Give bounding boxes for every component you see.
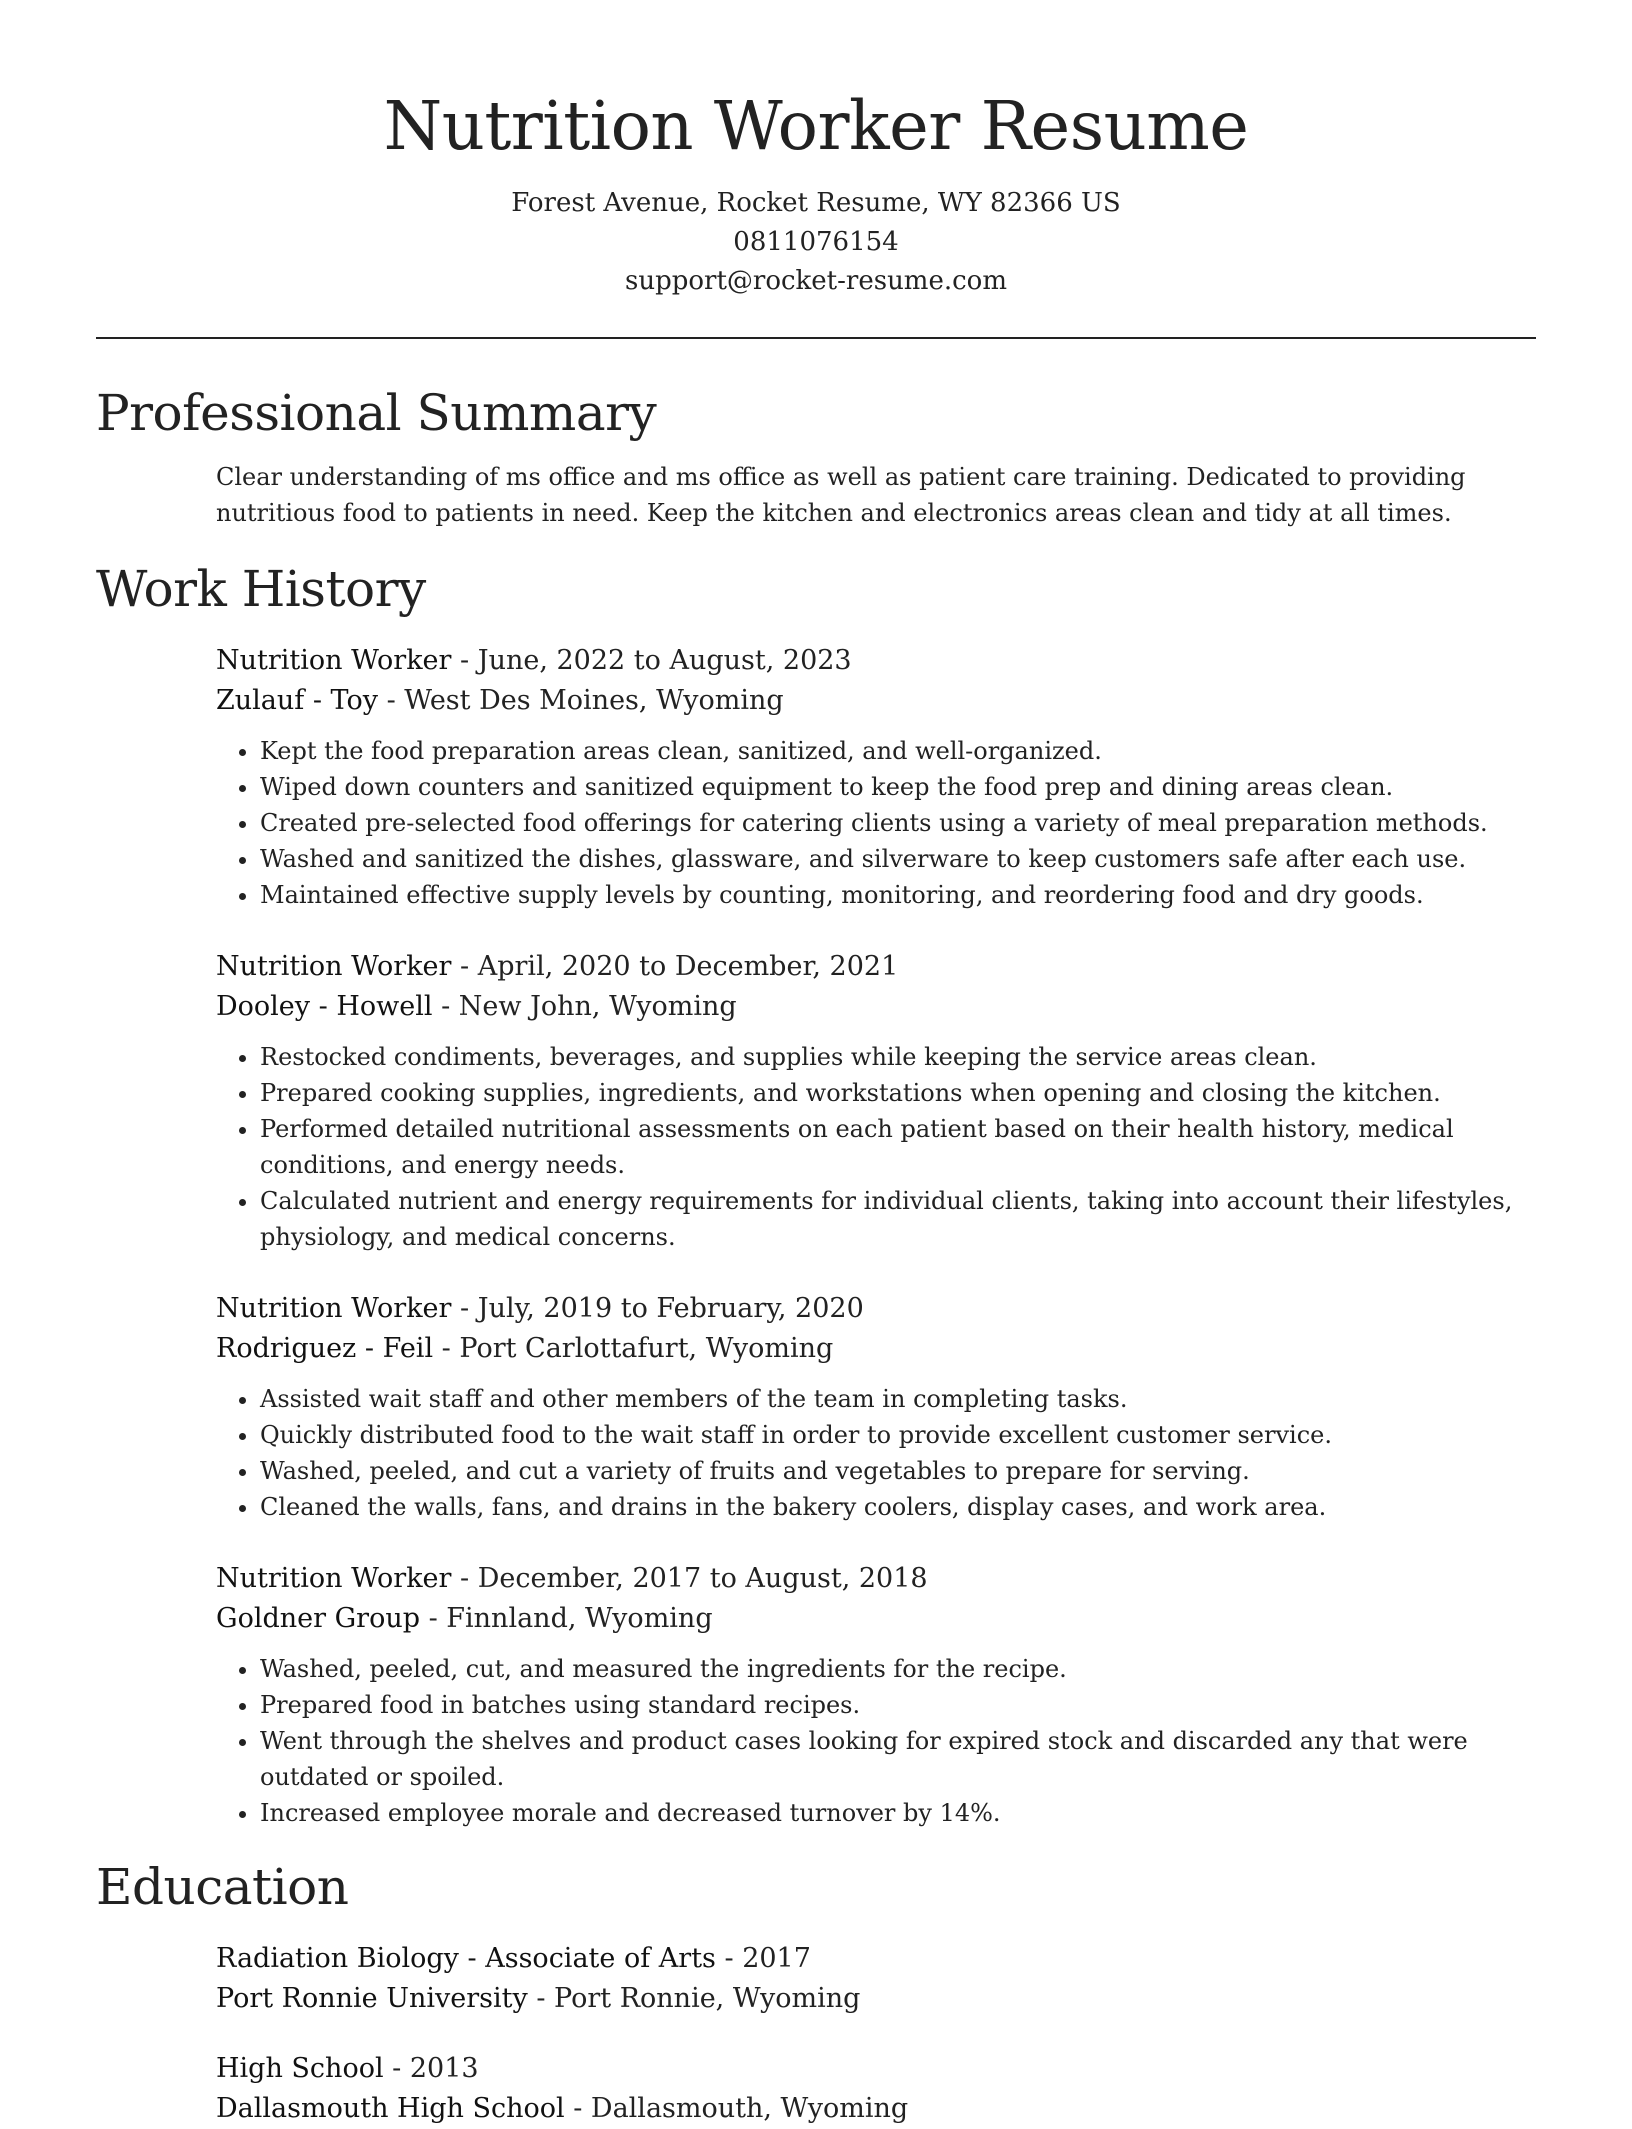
job-bullet: • Prepared cooking supplies, ingredients, and workstations when opening and closing the kitchen.	[260, 1075, 1536, 1111]
job-company: Goldner Group	[216, 1603, 421, 1634]
contact-block	[96, 184, 1536, 301]
job-entry	[216, 641, 1536, 913]
education-heading: Education	[96, 1858, 349, 1916]
job-title-line	[216, 641, 1536, 681]
job-bullet: • Cleaned the walls, fans, and drains in the bakery coolers, display cases, and work area.	[260, 1489, 1536, 1525]
job-bullet: • Washed and sanitized the dishes, glassware, and silverware to keep customers safe after each use.	[260, 841, 1536, 877]
job-entry	[216, 1289, 1536, 1525]
contact-phone: 0811076154	[733, 227, 899, 257]
contact-email: support@rocket-resume.com	[624, 266, 1007, 296]
job-bullet: • Increased employee morale and decreased turnover by 14%.	[260, 1795, 1536, 1831]
education-school-line	[216, 1979, 1536, 2019]
summary-section	[96, 459, 1536, 531]
job-location: - Finnland, Wyoming	[420, 1603, 713, 1634]
work-history-section	[96, 641, 1536, 1831]
job-dates: - June, 2022 to August, 2023	[451, 645, 852, 676]
education-degree: High School	[216, 2053, 384, 2084]
job-position: Nutrition Worker	[216, 645, 452, 676]
job-bullet: • Washed, peeled, cut, and measured the ingredients for the recipe.	[260, 1651, 1536, 1687]
job-title-line	[216, 947, 1536, 987]
summary-text: Clear understanding of ms office and ms office as well as patient care training. Dedicated to providing nutritious food to patients in need. Keep the kitchen and electronics areas clean and tidy at all times.	[216, 463, 1466, 527]
resume-header	[96, 0, 1536, 301]
work-history-heading: Work History	[96, 560, 426, 618]
education-location: - Port Ronnie, Wyoming	[527, 1983, 861, 2014]
job-entry	[216, 1559, 1536, 1831]
header-divider	[96, 337, 1536, 339]
job-position: Nutrition Worker	[216, 1563, 452, 1594]
job-location: - New John, Wyoming	[432, 991, 737, 1022]
job-bullet: • Quickly distributed food to the wait staff in order to provide excellent customer service.	[260, 1417, 1536, 1453]
job-company-line	[216, 1599, 1536, 1639]
job-bullet: • Wiped down counters and sanitized equipment to keep the food prep and dining areas clean.	[260, 769, 1536, 805]
job-company-line	[216, 681, 1536, 721]
job-bullet: • Washed, peeled, and cut a variety of fruits and vegetables to prepare for serving.	[260, 1453, 1536, 1489]
job-company: Zulauf - Toy	[216, 685, 378, 716]
job-bullets	[216, 1039, 1536, 1255]
job-position: Nutrition Worker	[216, 1293, 452, 1324]
job-bullet: • Prepared food in batches using standard recipes.	[260, 1687, 1536, 1723]
education-school: Port Ronnie University	[216, 1983, 528, 2014]
job-entry	[216, 947, 1536, 1255]
resume-title: Nutrition Worker Resume	[383, 87, 1249, 165]
summary-heading: Professional Summary	[96, 384, 657, 442]
job-bullet: • Restocked condiments, beverages, and supplies while keeping the service areas clean.	[260, 1039, 1536, 1075]
job-dates: - July, 2019 to February, 2020	[451, 1293, 864, 1324]
job-dates: - December, 2017 to August, 2018	[451, 1563, 928, 1594]
education-school: Dallasmouth High School	[216, 2093, 565, 2124]
job-bullet: • Created pre-selected food offerings for catering clients using a variety of meal preparation methods.	[260, 805, 1536, 841]
education-year: - 2017	[715, 1943, 811, 1974]
job-bullets	[216, 1381, 1536, 1525]
education-degree-line	[216, 2049, 1536, 2089]
job-title-line	[216, 1559, 1536, 1599]
job-title-line	[216, 1289, 1536, 1329]
job-company: Rodriguez - Feil	[216, 1333, 434, 1364]
job-location: - West Des Moines, Wyoming	[377, 685, 784, 716]
job-bullet: • Performed detailed nutritional assessments on each patient based on their health history, medical conditions, and energy needs.	[260, 1111, 1536, 1183]
job-location: - Port Carlottafurt, Wyoming	[433, 1333, 834, 1364]
job-dates: - April, 2020 to December, 2021	[451, 951, 899, 982]
education-entry	[216, 1939, 1536, 2019]
job-company-line	[216, 987, 1536, 1027]
job-bullet: • Went through the shelves and product cases looking for expired stock and discarded any that were outdated or spoiled.	[260, 1723, 1536, 1795]
education-degree-line	[216, 1939, 1536, 1979]
education-section	[96, 1939, 1536, 2129]
job-bullets	[216, 733, 1536, 913]
education-school-line	[216, 2089, 1536, 2129]
job-bullet: • Calculated nutrient and energy requirements for individual clients, taking into account their lifestyles, physiology, and medical concerns.	[260, 1183, 1536, 1255]
job-company: Dooley - Howell	[216, 991, 433, 1022]
job-bullet: • Assisted wait staff and other members of the team in completing tasks.	[260, 1381, 1536, 1417]
contact-address: Forest Avenue, Rocket Resume, WY 82366 US	[511, 188, 1121, 218]
education-entry	[216, 2049, 1536, 2129]
job-position: Nutrition Worker	[216, 951, 452, 982]
job-bullet: • Kept the food preparation areas clean, sanitized, and well-organized.	[260, 733, 1536, 769]
education-degree: Radiation Biology - Associate of Arts	[216, 1943, 716, 1974]
education-location: - Dallasmouth, Wyoming	[564, 2093, 909, 2124]
job-company-line	[216, 1329, 1536, 1369]
job-bullet: • Maintained effective supply levels by counting, monitoring, and reordering food and dry goods.	[260, 877, 1536, 913]
job-bullets	[216, 1651, 1536, 1831]
education-year: - 2013	[383, 2053, 479, 2084]
